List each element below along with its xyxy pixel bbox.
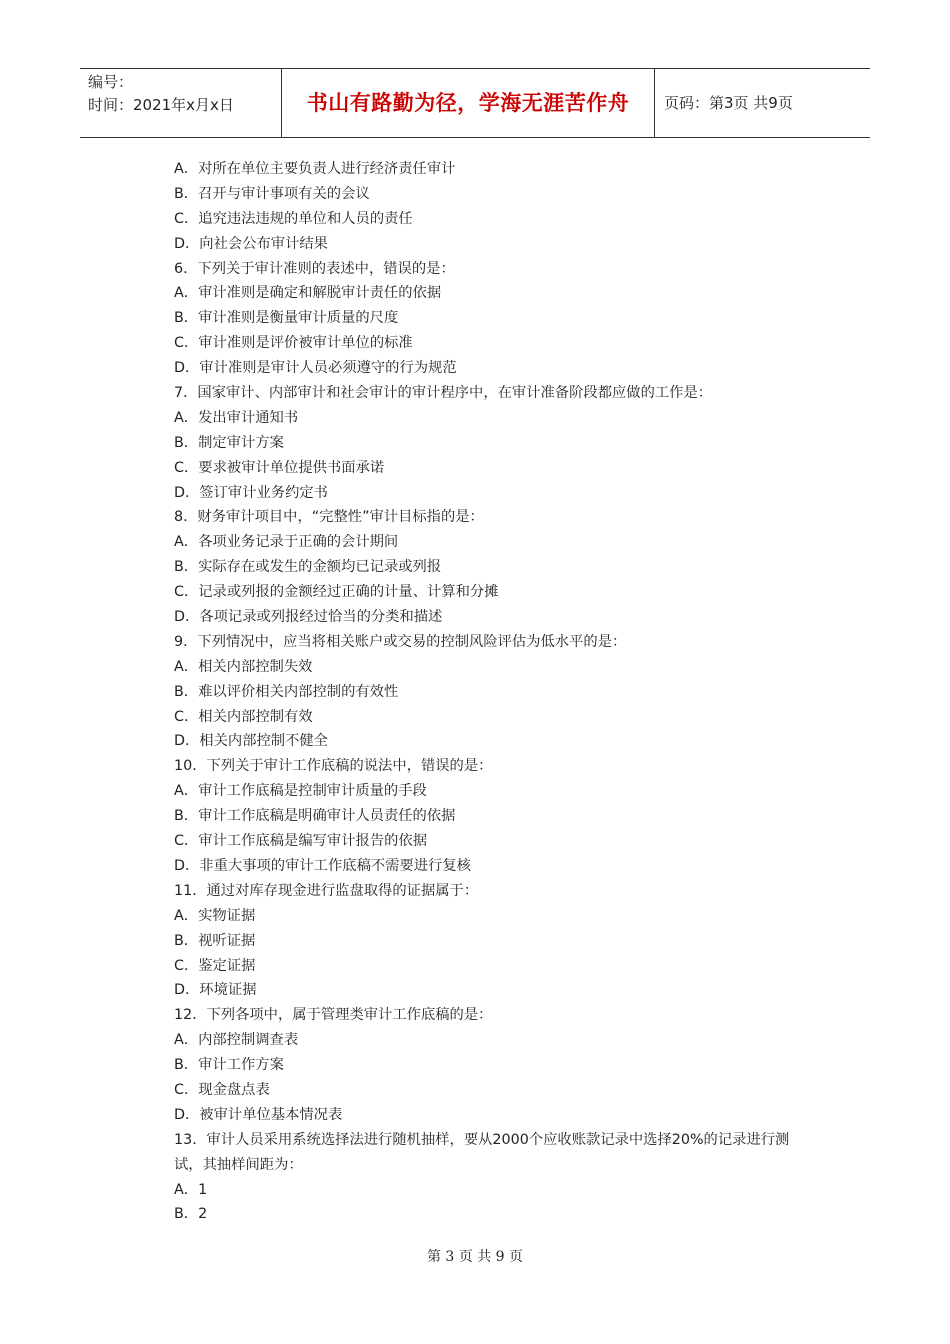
answer-option: C．相关内部控制有效 (174, 708, 313, 725)
answer-option: D．各项记录或列报经过恰当的分类和描述 (174, 609, 443, 626)
answer-option: C．记录或列报的金额经过正确的计量、计算和分摊 (174, 584, 499, 601)
answer-option: B．视听证据 (174, 932, 256, 949)
answer-option: C．要求被审计单位提供书面承诺 (174, 459, 385, 476)
question-stem: 6．下列关于审计准则的表述中，错误的是： (174, 260, 455, 277)
answer-option: D．相关内部控制不健全 (174, 733, 328, 750)
question-stem: 11．通过对库存现金进行监盘取得的证据属于： (174, 882, 479, 899)
question-stem: 10．下列关于审计工作底稿的说法中，错误的是： (174, 758, 493, 775)
page-footer: 第 3 页 共 9 页 (426, 1249, 524, 1265)
question-stem: 8．财务审计项目中，“完整性”审计目标指的是： (174, 509, 484, 526)
answer-option: C．审计工作底稿是编写审计报告的依据 (174, 833, 428, 850)
question-stem: 7．国家审计、内部审计和社会审计的审计程序中，在审计准备阶段都应做的工作是： (174, 385, 713, 402)
answer-option: A．相关内部控制失效 (174, 658, 313, 675)
answer-option: B．召开与审计事项有关的会议 (174, 185, 370, 202)
answer-option: D．非重大事项的审计工作底稿不需要进行复核 (174, 857, 471, 874)
answer-option: C．鉴定证据 (174, 957, 256, 974)
answer-option: B．难以评价相关内部控制的有效性 (174, 683, 399, 700)
answer-option: B．制定审计方案 (174, 434, 284, 451)
header-motto: 书山有路勤为径，学海无涯苦作舟 (306, 90, 630, 115)
answer-option: A．1 (174, 1181, 208, 1198)
answer-option: B．实际存在或发生的金额均已记录或列报 (174, 559, 442, 576)
answer-option: B．审计准则是衡量审计质量的尺度 (174, 310, 399, 327)
question-stem: 9．下列情况中，应当将相关账户或交易的控制风险评估为低水平的是： (174, 633, 627, 650)
answer-option: D．签订审计业务约定书 (174, 484, 328, 501)
answer-option: D．环境证据 (174, 982, 257, 999)
answer-option: A．发出审计通知书 (174, 409, 299, 426)
header-divider (654, 69, 655, 137)
answer-option: C．审计准则是评价被审计单位的标准 (174, 335, 413, 352)
answer-option: A．审计工作底稿是控制审计质量的手段 (174, 783, 427, 800)
answer-option: B．审计工作底稿是明确审计人员责任的依据 (174, 808, 456, 825)
answer-option: C．现金盘点表 (174, 1081, 270, 1098)
question-13: 13．审计人员采用系统选择法进行随机抽样，要从2000个应收账款记录中选择20%的记录进行测试，其抽样间距为： (174, 1131, 790, 1173)
answer-option: C．追究违法违规的单位和人员的责任 (174, 210, 413, 227)
answer-option: A．实物证据 (174, 907, 256, 924)
answer-option: A．审计准则是确定和解脱审计责任的依据 (174, 285, 442, 302)
answer-option: B．审计工作方案 (174, 1057, 284, 1074)
answer-option: D．审计准则是审计人员必须遵守的行为规范 (174, 360, 457, 377)
header-page-info: 页码：第3页 共9页 (664, 94, 793, 112)
answer-option: D．向社会公布审计结果 (174, 235, 328, 252)
number-label: 编号： (88, 73, 134, 91)
answer-option: B．2 (174, 1206, 208, 1223)
answer-option: A．各项业务记录于正确的会计期间 (174, 534, 399, 551)
answer-option: A．内部控制调查表 (174, 1032, 299, 1049)
time-label: 时间：2021年x月x日 (88, 96, 234, 114)
answer-option: D．被审计单位基本情况表 (174, 1106, 343, 1123)
header-meta (88, 71, 283, 117)
page-header (80, 68, 870, 138)
question-content (174, 157, 814, 1227)
answer-option: A．对所在单位主要负责人进行经济责任审计 (174, 161, 456, 177)
question-stem: 12．下列各项中，属于管理类审计工作底稿的是： (174, 1007, 493, 1024)
